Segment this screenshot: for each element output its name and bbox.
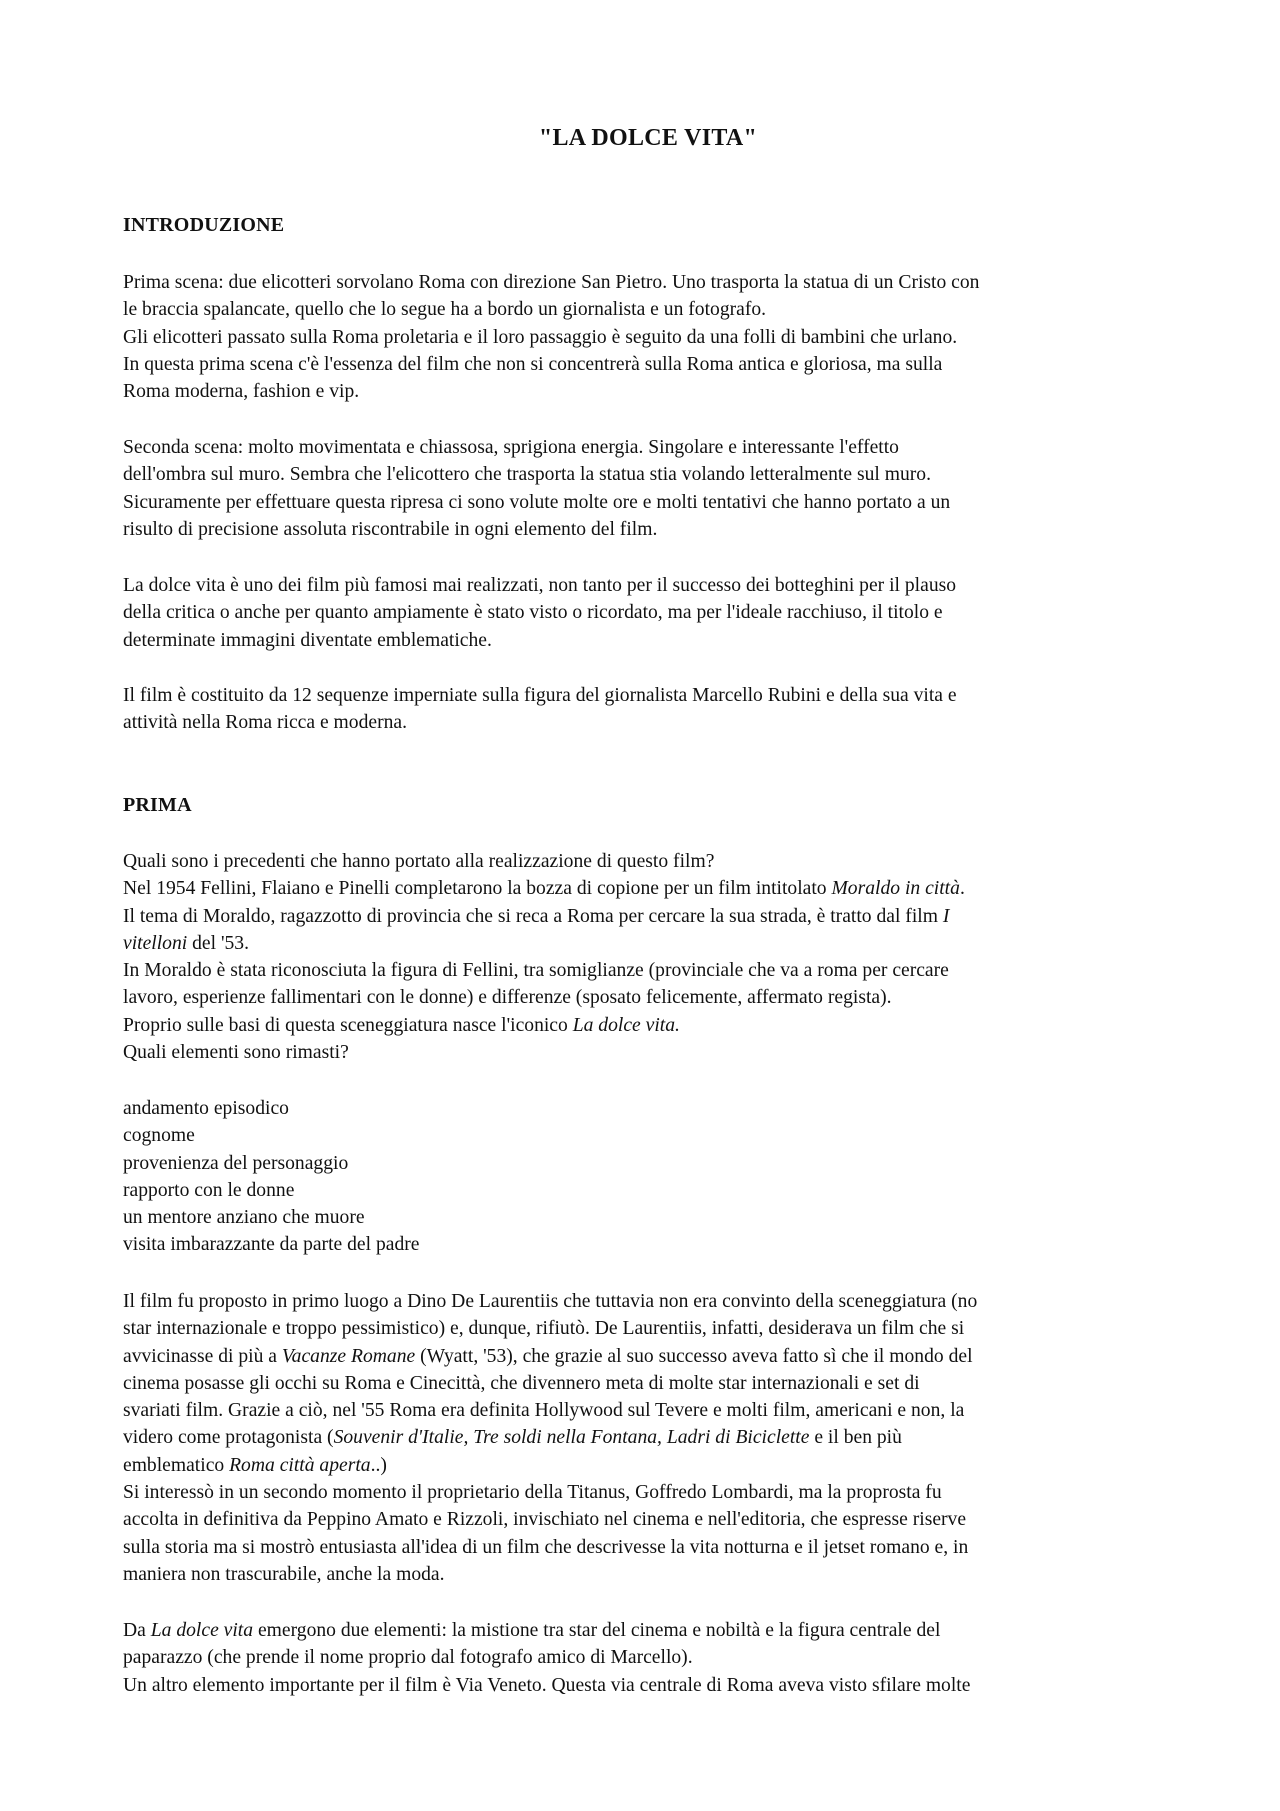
- text-line: Un altro elemento importante per il film è Via Veneto. Questa via centrale di Roma aveva visto sfilare molte: [123, 1674, 971, 1696]
- text-line: La dolce vita è uno dei film più famosi mai realizzati, non tanto per il successo dei botteghini per il plauso: [123, 575, 957, 596]
- paragraph: [123, 682, 1173, 737]
- text-line: Gli elicotteri passato sulla Roma proletaria e il loro passaggio è seguito da una folli di bambini che urlano.: [123, 326, 958, 348]
- elements-list: [123, 1095, 1173, 1259]
- film-title: La dolce vita: [150, 1620, 254, 1641]
- text-line: [123, 1012, 1173, 1039]
- text-line: Quali sono i precedenti che hanno portato alla realizzazione di questo film?: [123, 851, 715, 872]
- text-line: sulla storia ma si mostrò entusiasta all'idea di un film che descrivesse la vita notturna e il jetset romano e, in: [123, 1536, 969, 1558]
- text-line: maniera non trascurabile, anche la moda.: [123, 1563, 445, 1585]
- text-line: accolta in definitiva da Peppino Amato e Rizzoli, invischiato nel cinema e nell'editoria, che espresse riserve: [123, 1509, 967, 1531]
- text-run: e il ben più: [809, 1427, 902, 1449]
- film-title: Vacanze Romane: [281, 1345, 416, 1367]
- text-run: emergono due elementi: la mistione tra star del cinema e nobiltà e la figura centrale del: [253, 1620, 941, 1641]
- text-line: Seconda scena: molto movimentata e chiassosa, sprigiona energia. Singolare e interessante l'effetto: [123, 437, 899, 458]
- text-line: Sicuramente per effettuare questa ripresa ci sono volute molte ore e molti tentativi che hanno portato a un: [123, 491, 951, 513]
- list-item: provenienza del personaggio: [123, 1152, 349, 1174]
- film-title: Roma città aperta: [229, 1454, 371, 1476]
- paragraph: [123, 269, 1173, 405]
- text-line: Roma moderna, fashion e vip.: [123, 381, 360, 403]
- film-title: vitelloni: [123, 932, 188, 954]
- text-run: Da: [123, 1620, 151, 1641]
- text-run: emblematico: [123, 1454, 230, 1476]
- film-title: I: [942, 905, 950, 927]
- text-run: Nel 1954 Fellini, Flaiano e Pinelli completarono la bozza di copione per un film intitolato: [123, 878, 832, 900]
- text-line: paparazzo (che prende il nome proprio dal fotografo amico di Marcello).: [123, 1647, 693, 1669]
- text-run: del '53.: [187, 932, 249, 954]
- section-heading-prima: PRIMA: [123, 794, 192, 816]
- text-line: Quali elementi sono rimasti?: [123, 1042, 349, 1064]
- text-line: determinate immagini diventate emblematiche.: [123, 629, 492, 651]
- text-line: cinema posasse gli occhi su Roma e Cinecittà, che divennero meta di molte star internazionali e set di: [123, 1372, 920, 1394]
- text-line: [123, 875, 1173, 902]
- text-line: Si interessò in un secondo momento il proprietario della Titanus, Goffredo Lombardi, ma la proprosta fu: [123, 1482, 942, 1504]
- text-run: (Wyatt, '53), che grazie al suo successo aveva fatto sì che il mondo del: [415, 1345, 973, 1367]
- paragraph: [123, 848, 1173, 1066]
- text-line: In questa prima scena c'è l'essenza del film che non si concentrerà sulla Roma antica e gloriosa, ma sulla: [123, 353, 943, 375]
- text-line: In Moraldo è stata riconosciuta la figura di Fellini, tra somiglianze (provinciale che va a roma per cercare: [123, 960, 949, 982]
- list-item: un mentore anziano che muore: [123, 1207, 365, 1229]
- text-line: Il film è costituito da 12 sequenze imperniate sulla figura del giornalista Marcello Rubini e della sua vita e: [123, 685, 957, 706]
- text-line: lavoro, esperienze fallimentari con le donne) e differenze (sposato felicemente, affermato regista).: [123, 987, 892, 1009]
- list-item: cognome: [123, 1125, 195, 1147]
- paragraph: [123, 1288, 1173, 1588]
- text-line: [123, 903, 1173, 930]
- text-line: star internazionale e troppo pessimistico) e, dunque, rifiutò. De Laurentiis, infatti, desiderava un film che si: [123, 1318, 965, 1340]
- text-line: le braccia spalancate, quello che lo segue ha a bordo un giornalista e un fotografo.: [123, 299, 767, 321]
- text-line: Prima scena: due elicotteri sorvolano Roma con direzione San Pietro. Uno trasporta la statua di un Cristo con: [123, 272, 980, 293]
- text-run: Proprio sulle basi di questa sceneggiatura nasce l'iconico: [123, 1014, 573, 1036]
- text-line: [123, 1617, 1173, 1644]
- text-line: Il film fu proposto in primo luogo a Dino De Laurentiis che tuttavia non era convinto della sceneggiatura (no: [123, 1291, 978, 1312]
- film-title: Souvenir d'Italie, Tre soldi nella Fontana, Ladri di Biciclette: [333, 1427, 810, 1449]
- text-line: [123, 1424, 1173, 1451]
- text-line: svariati film. Grazie a ciò, nel '55 Roma era definita Hollywood sul Tevere e molti film, americani e non, la: [123, 1400, 965, 1422]
- list-item: rapporto con le donne: [123, 1179, 295, 1201]
- film-title: Moraldo in città: [831, 878, 960, 900]
- paragraph: [123, 1617, 1173, 1699]
- film-title: La dolce vita.: [572, 1014, 680, 1036]
- text-line: [123, 1343, 1173, 1370]
- text-run: Il tema di Moraldo, ragazzotto di provincia che si reca a Roma per cercare la sua strada, è tratto dal film: [123, 905, 943, 927]
- section-heading-introduzione: INTRODUZIONE: [123, 214, 285, 236]
- text-line: della critica o anche per quanto ampiamente è stato visto o ricordato, ma per l'ideale racchiuso, il titolo e: [123, 602, 943, 624]
- text-line: dell'ombra sul muro. Sembra che l'elicottero che trasporta la statua stia volando letteralmente sul muro.: [123, 464, 931, 486]
- list-item: andamento episodico: [123, 1098, 289, 1119]
- list-item: visita imbarazzante da parte del padre: [123, 1234, 420, 1256]
- text-run: avvicinasse di più a: [123, 1345, 282, 1367]
- text-line: attività nella Roma ricca e moderna.: [123, 712, 407, 734]
- document-title: "LA DOLCE VITA": [538, 125, 758, 151]
- text-run: ..): [370, 1454, 387, 1476]
- text-run: videro come protagonista (: [123, 1427, 334, 1449]
- text-line: [123, 930, 1173, 957]
- text-line: risulto di precisione assoluta riscontrabile in ogni elemento del film.: [123, 518, 658, 540]
- paragraph: [123, 434, 1173, 543]
- paragraph: [123, 572, 1173, 654]
- text-line: [123, 1452, 1173, 1479]
- text-run: .: [959, 878, 965, 900]
